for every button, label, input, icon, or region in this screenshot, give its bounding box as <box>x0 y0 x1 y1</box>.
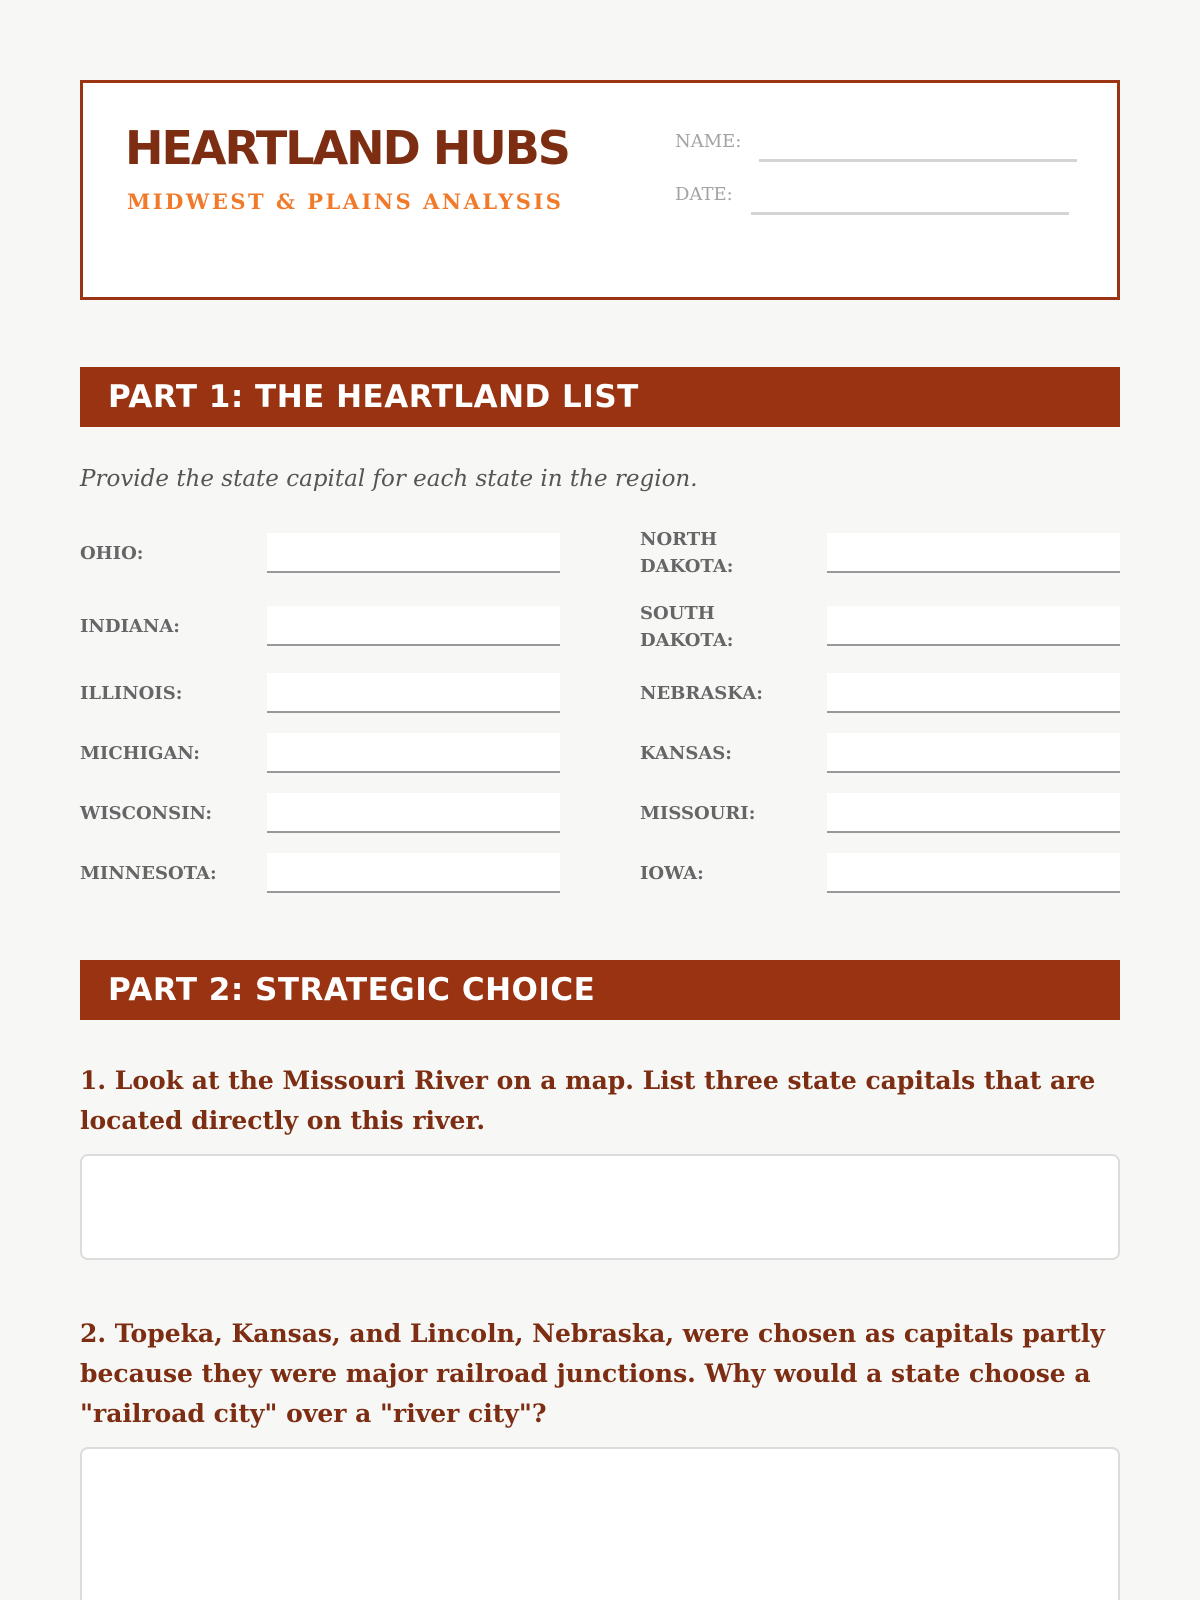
capital-input-north-dakota[interactable] <box>827 533 1120 573</box>
state-label-indiana: INDIANA: <box>80 616 180 637</box>
date-label: DATE: <box>675 184 733 205</box>
state-label-kansas: KANSAS: <box>640 743 732 764</box>
capital-input-nebraska[interactable] <box>827 673 1120 713</box>
state-label-wisconsin: WISCONSIN: <box>80 803 212 824</box>
state-label-north-dakota: NORTH DAKOTA: <box>640 529 734 577</box>
capital-input-south-dakota[interactable] <box>827 606 1120 646</box>
name-label: NAME: <box>675 131 742 152</box>
capital-input-wisconsin[interactable] <box>267 793 560 833</box>
capital-input-kansas[interactable] <box>827 733 1120 773</box>
name-line[interactable] <box>759 159 1077 162</box>
date-line[interactable] <box>751 212 1069 215</box>
worksheet-title: HEARTLAND HUBS <box>125 121 569 175</box>
answer-box-1[interactable] <box>80 1154 1120 1260</box>
state-label-illinois: ILLINOIS: <box>80 683 183 704</box>
part2-heading: PART 2: STRATEGIC CHOICE <box>80 960 1120 1020</box>
question-2: 2. Topeka, Kansas, and Lincoln, Nebraska, were chosen as capitals partly because they were major railroad junctions. Why would a state choose a "railroad city" over a "river city"? <box>80 1319 1105 1428</box>
state-label-michigan: MICHIGAN: <box>80 743 200 764</box>
question-1: 1. Look at the Missouri River on a map. List three state capitals that are located directly on this river. <box>80 1066 1096 1135</box>
worksheet-subtitle: MIDWEST & PLAINS ANALYSIS <box>127 189 564 214</box>
state-label-south-dakota: SOUTH DAKOTA: <box>640 603 734 651</box>
capital-input-minnesota[interactable] <box>267 853 560 893</box>
part1-instruction: Provide the state capital for each state in the region. <box>80 466 698 492</box>
capital-input-illinois[interactable] <box>267 673 560 713</box>
state-label-missouri: MISSOURI: <box>640 803 756 824</box>
capital-input-missouri[interactable] <box>827 793 1120 833</box>
capital-input-iowa[interactable] <box>827 853 1120 893</box>
capital-input-indiana[interactable] <box>267 606 560 646</box>
state-label-ohio: OHIO: <box>80 543 144 564</box>
state-label-minnesota: MINNESOTA: <box>80 863 217 884</box>
worksheet-header <box>80 80 1120 300</box>
capital-input-michigan[interactable] <box>267 733 560 773</box>
part1-heading: PART 1: THE HEARTLAND LIST <box>80 367 1120 427</box>
state-label-iowa: IOWA: <box>640 863 704 884</box>
capital-input-ohio[interactable] <box>267 533 560 573</box>
answer-box-2[interactable] <box>80 1447 1120 1600</box>
state-label-nebraska: NEBRASKA: <box>640 683 763 704</box>
